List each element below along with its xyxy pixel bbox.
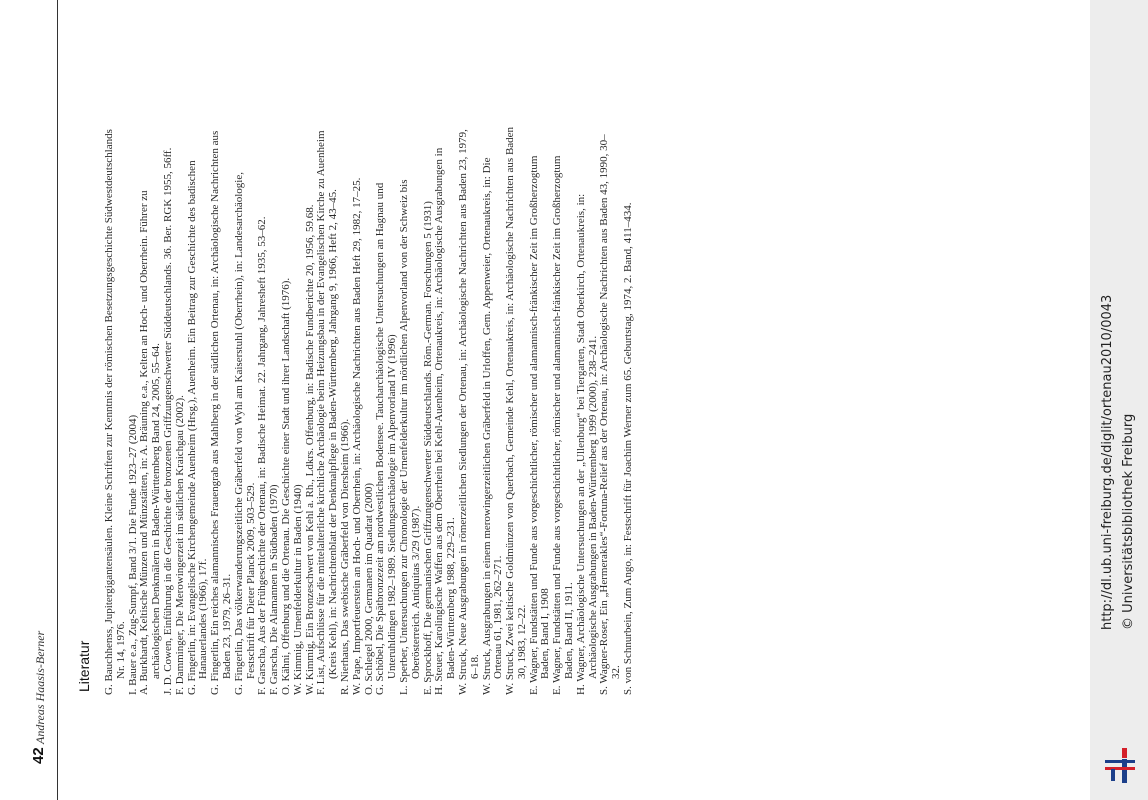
reference-entry: G. Fingerlin, Ein reiches alamannisches Frauengrab aus Mahlberg in der südlichen Ortenau, in: Archäologische Nachrichten aus Baden 23, 1979, 26–31.: [209, 130, 233, 695]
reference-entry: I. Bauer e.a., Zug-Sumpf, Band 3/1. Die Funde 1923–27 (2004): [126, 414, 139, 695]
reference-entry: J. D. Cowen, Einführung in die Geschichte der bronzenen Griffzungenschwerter Süddeutschlands. 36. Ber. RGK 1955, 56ff.: [161, 147, 174, 695]
reference-entry: W. Struck, Zwei keltische Goldmünzen von Querbach, Gemeinde Kehl, Ortenaukreis, in: Archäologische Nachrichten aus Baden 30, 1983, 12–22.: [504, 126, 528, 695]
reference-entry: A. Burkhardt, Keltische Münzen und Münzstätten, in: A. Bräuning e.a., Kelten an Hoch- und Oberrhein. Führer zu archäologischen Denkmälern in Baden-Württemberg Band 24, 2005, 55–64.: [138, 190, 163, 695]
reference-entry: W. Struck, Neue Ausgrabungen in römerzeitlichen Siedlungen der Ortenau, in: Archäologische Nachrichten aus Baden 23, 1979, 6–18.: [456, 129, 481, 695]
logo-red-bar-top: [1122, 748, 1127, 758]
reference-entry: L. Sperber, Untersuchungen zur Chronologie der Urnenfelderkultur im nördlichen Alpenvorland von der Schweiz bis Oberösterreich. Antiquitas 3/29 (1987).: [397, 179, 422, 695]
reference-entry: H. Wagner, Archäologische Untersuchungen an der „Ullenburg“ bei Tiergarten, Stadt Oberkirch, Ortenaukreis, in: Archäologische Ausgrabungen in Baden-Württemberg 1999 (2000), 238–241.: [574, 193, 599, 695]
header-rule: [57, 0, 58, 800]
reference-entry: G. Fingerlin, Das völkerwanderungszeitliche Gräberfeld von Wyhl am Kaiserstuhl (Oberrhein), in: Landesarchäologie, Festschrift für Dieter Planck 2009, 503–529.: [232, 172, 257, 695]
reference-entry: H. Steuer, Karolingische Waffen aus dem Oberrhein bei Kehl-Auenheim, Ortenaukreis, in: Archäologische Ausgrabungen in Baden-Württemberg 1988, 229–231.: [433, 147, 458, 695]
running-head: Andreas Haasis-Berner: [33, 630, 47, 744]
section-heading: Literatur: [76, 640, 92, 692]
logo-blue-crossbar: [1105, 760, 1135, 763]
reference-entry: E. Sprockhoff, Die germanischen Griffzungenschwerter Süddeutschlands. Röm.-German. Forschungen 5 (1931): [421, 201, 434, 695]
reference-entry: W. Struck, Ausgrabungen in einem merowingerzeitlichen Gräberfeld in Urloffen, Gem. Appenweier, Ortenaukreis, in: Die Ortenau 61, 1981, 262–271.: [480, 157, 505, 695]
copyright-notice: © Universitätsbibliothek Freiburg: [1121, 413, 1136, 630]
reference-entry: W. Kimmig, Ein Bronzeschwert von Kehl a. Rh., Ldkrs. Offenburg, in: Badische Fundberichte 20, 1956, 59.68.: [303, 204, 316, 695]
reference-entry: E. Wagner, Fundstätten und Funde aus vorgeschichtlicher, römischer und alamannisch-fränkischer Zeit im Großherzogtum Baden, Band II, 1911.: [551, 155, 576, 695]
reference-entry: G. Schöbel, Die Spätbronzezeit am nordwestlichen Bodensee. Taucharchäologische Untersuchungen an Hagnau und Unteruhldingen 1982–1989. Siedlungsarchäologie im Alpenvorland IV (1996): [374, 182, 399, 695]
reference-entry: F. List, Aufschlüsse für die mittelalterliche kirchliche Archäologie beim Heizungsbau in der Evangelischen Kirche zu Auenheim (Kreis Kehl), in: Nachrichtenblatt der Denkmalpflege in Baden-Württemberg, Jahrgang 9, 1966, Heft 2, 43–45.: [315, 130, 340, 695]
reference-list: [104, 125, 635, 695]
reference-entry: F. Garscha, Die Alamannen in Südbaden (1970): [268, 484, 281, 695]
ub-freiburg-logo-icon: [1097, 745, 1143, 785]
reference-entry: S. Wagner-Roser, Ein „Hermerakles“-Fortuna-Relief aus der Ortenau, in: Archäologische Nachrichten aus Baden 43, 1990, 30–32.: [598, 134, 623, 695]
sidebar-text: [1090, 0, 1148, 700]
reference-entry: E. Wagner, Fundstätten und Funde aus vorgeschichtlicher, römischer und alamannisch-fränkischer Zeit im Großherzogtum Baden, Band I, 1908: [527, 155, 552, 695]
reference-entry: G. Fingerlin, in: Evangelische Kirchengemeinde Auenheim (Hrsg.), Auenheim. Ein Beitrag zur Geschichte des badischen Hanauerlandes (1966), 17f.: [185, 160, 210, 695]
reference-entry: F. Damminger, Die Merowingerzeit im südlichen Kraichgau (2002).: [173, 395, 186, 695]
reference-entry: W. Pape, Importfeuerstein an Hoch- und Oberrhein, in: Archäologische Nachrichten aus Baden Heft 29, 1982, 17–25.: [350, 177, 363, 695]
logo-red-crossbar: [1105, 767, 1135, 770]
reference-entry: W. Kimmig, Urnenfelderkultur in Baden (1940): [291, 484, 304, 695]
reference-entry: O. Kähni, Offenburg und die Ortenau. Die Geschichte einer Stadt und ihrer Landschaft (1976).: [279, 277, 292, 695]
permalink-url[interactable]: http://dl.ub.uni-freiburg.de/diglit/ortenau2010/0043: [1100, 294, 1115, 630]
reference-entry: F. Garscha, Aus der Frühgeschichte der Ortenau, in: Badische Heimat. 22. Jahrgang, Jahresheft 1935, 53–62.: [256, 216, 269, 695]
reference-entry: G. Bauchhenss, Jupitergigantensäulen. Kleine Schriften zur Kenntnis der römischen Besetzungsgeschichte Südwestdeutschlands Nr. 14, 1976.: [103, 129, 127, 695]
page-number: 42: [30, 747, 47, 764]
reference-entry: S. von Schnurbein, Zum Ango, in: Festschrift für Joachim Werner zum 65. Geburtstag, 1974, 2. Band, 411–434.: [622, 202, 635, 695]
logo-blue-bar-left: [1111, 769, 1115, 781]
reference-entry: O. Schlegel 2000, Germanen im Quadrat (2000): [362, 483, 375, 695]
reference-entry: R. Nierhaus, Das swebische Gräberfeld von Diersheim (1966).: [338, 418, 351, 695]
